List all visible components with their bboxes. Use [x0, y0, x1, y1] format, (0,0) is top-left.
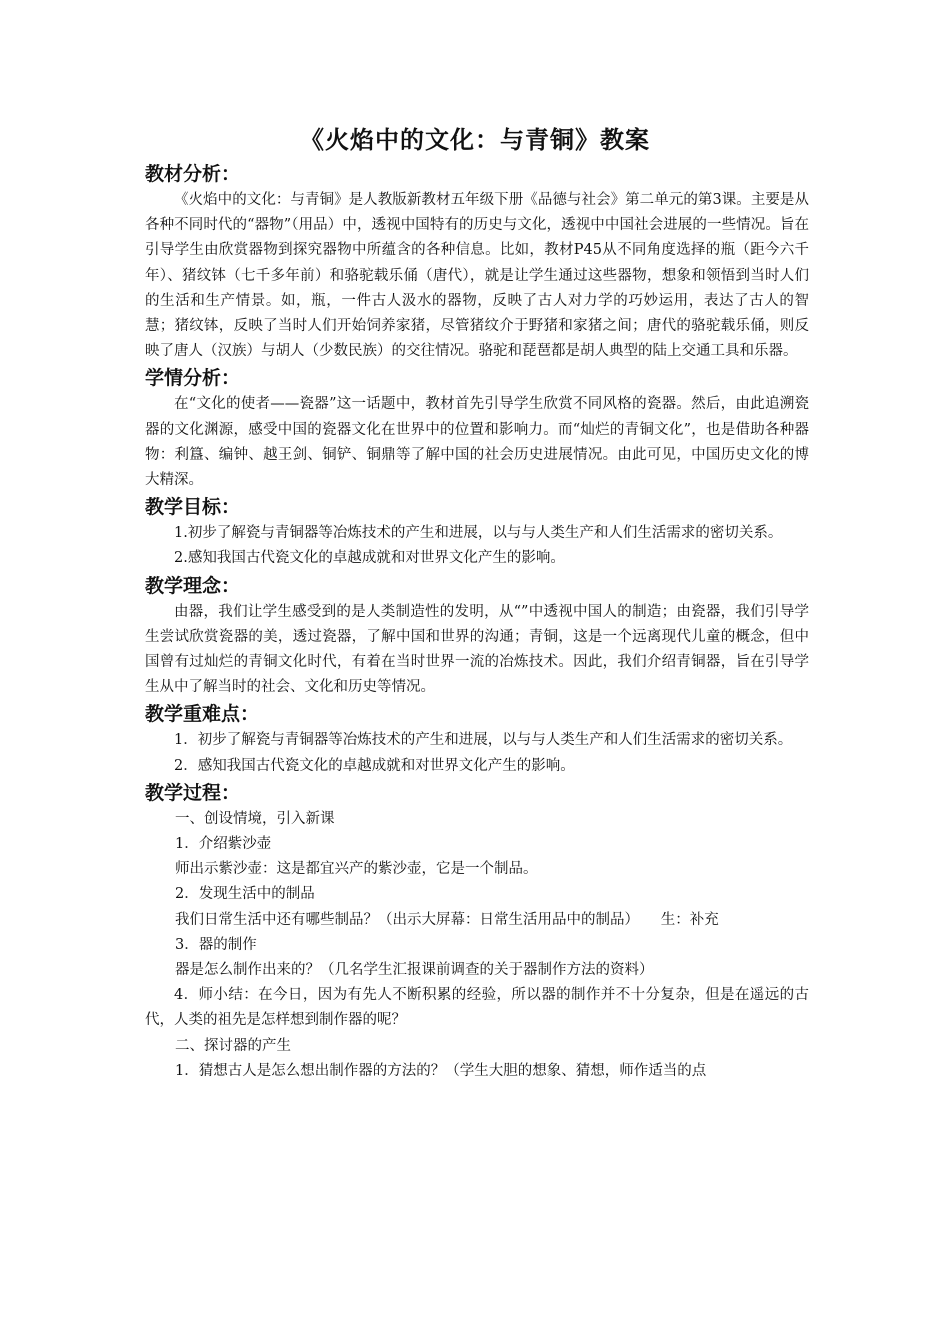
section-teaching-philosophy — [145, 572, 809, 701]
section-heading: 教学理念： — [145, 574, 241, 597]
process-line: 我们日常生活中还有哪些制品？（出示大屏幕：日常生活用品中的制品） 生：补充 — [175, 911, 719, 928]
section-teaching-process — [145, 779, 809, 1084]
process-line: 2．发现生活中的制品 — [175, 886, 315, 903]
document-body — [145, 160, 809, 1084]
paragraph: 2.感知我国古代瓷文化的卓越成就和对世界文化产生的影响。 — [174, 550, 565, 567]
section-heading: 教学过程： — [145, 781, 241, 804]
section-teaching-goals — [145, 493, 809, 571]
section-heading: 学情分析： — [145, 367, 241, 390]
section-heading: 教学重难点： — [145, 703, 260, 726]
process-line: 一、创设情境，引入新课 — [175, 810, 335, 827]
process-line: 1．介绍紫沙壶 — [175, 836, 272, 853]
section-heading: 教学目标： — [145, 496, 241, 519]
paragraph: 在“文化的使者——瓷器”这一话题中，教材首先引导学生欣赏不同风格的瓷器。然后，由此追溯瓷器的文化渊源，感受中国的瓷器文化在世界中的位置和影响力。而“灿烂的青铜文化”，也是借助各种器物：利簋、编钟、越王剑、铜铲、铜鼎等了解中国的社会历史进展情况。由此可见，中国历史文化的博大精深。 — [145, 396, 809, 489]
process-line: 3．器的制作 — [175, 936, 257, 953]
section-key-difficulties — [145, 700, 809, 778]
process-line: 二、探讨器的产生 — [175, 1037, 291, 1054]
process-line: 师出示紫沙壶：这是都宜兴产的紫沙壶，它是一个制品。 — [175, 861, 538, 878]
paragraph: 《火焰中的文化：与青铜》是人教版新教材五年级下册《品德与社会》第二单元的第3课。主要是从各种不同时代的“器物”（用品）中，透视中国特有的历史与文化，透视中中国社会进展的一些情况。旨在引导学生由欣赏器物到探究器物中所蕴含的各种信息。比如，教材P45从不同角度选择的瓶（距今六千年）、猪纹钵（七千多年前）和骆驼载乐俑（唐代），就是让学生通过这些器物，想象和领悟到当时人们的生活和生产情景。如，瓶，一件古人汲水的器物，反映了古人对力学的巧妙运用，表达了古人的智慧；猪纹钵，反映了当时人们开始饲养家猪，尽管猪纹介于野猪和家猪之间；唐代的骆驼载乐俑，则反映了唐人（汉族）与胡人（少数民族）的交往情况。骆驼和琵琶都是胡人典型的陆上交通工具和乐器。 — [145, 192, 809, 360]
document-title: 《火焰中的文化：与青铜》教案 — [300, 126, 650, 154]
paragraph: 4．师小结：在今日，因为有先人不断积累的经验，所以器的制作并不十分复杂，但是在遥远的古代，人类的祖先是怎样想到制作器的呢？ — [145, 987, 809, 1029]
paragraph: 1．初步了解瓷与青铜器等冶炼技术的产生和进展，以与与人类生产和人们生活需求的密切关系。 — [174, 732, 793, 749]
section-student-analysis — [145, 364, 809, 493]
section-textbook-analysis — [145, 160, 809, 364]
paragraph: 2．感知我国古代瓷文化的卓越成就和对世界文化产生的影响。 — [174, 757, 575, 774]
section-heading: 教材分析： — [145, 163, 241, 185]
paragraph: 1.初步了解瓷与青铜器等冶炼技术的产生和进展，以与与人类生产和人们生活需求的密切关系。 — [174, 525, 783, 542]
paragraph: 由器，我们让学生感受到的是人类制造性的发明，从“”中透视中国人的制造；由瓷器，我们引导学生尝试欣赏瓷器的美，透过瓷器，了解中国和世界的沟通；青铜，这是一个远离现代儿童的概念，但中国曾有过灿烂的青铜文化时代，有着在当时世界一流的冶炼技术。因此，我们介绍青铜器，旨在引导学生从中了解当时的社会、文化和历史等情况。 — [145, 603, 809, 696]
process-line: 1．猜想古人是怎么想出制作器的方法的？（学生大胆的想象、猜想，师作适当的点 — [175, 1062, 707, 1079]
process-line: 器是怎么制作出来的？（几名学生汇报课前调查的关于器制作方法的资料） — [175, 962, 654, 979]
